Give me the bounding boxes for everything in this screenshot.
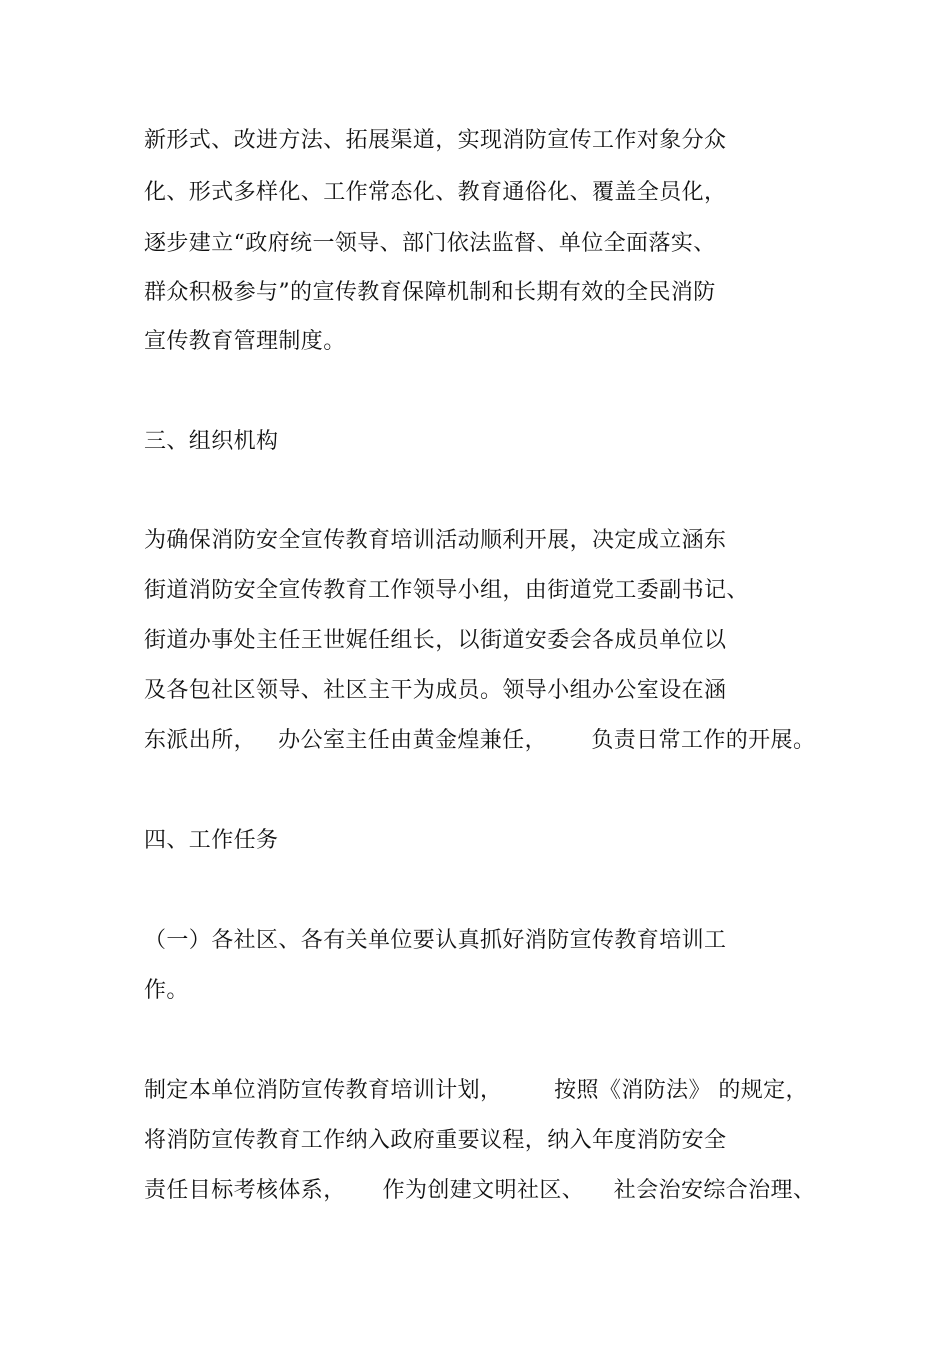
text-line: 街道办事处主任王世娓任组长，以街道安委会各成员单位以	[144, 628, 727, 653]
text-line: 东派出所， 办公室主任由黄金煌兼任， 负责日常工作的开展。	[144, 728, 816, 753]
section-heading: 三、组织机构	[144, 429, 279, 454]
text-line: 街道消防安全宣传教育工作领导小组，由街道党工委副书记、	[144, 578, 749, 603]
text-line: 群众积极参与”的宣传教育保障机制和长期有效的全民消防	[144, 280, 716, 305]
text-line: 为确保消防安全宣传教育培训活动顺利开展，决定成立涵东	[144, 528, 727, 553]
text-line: 化、形式多样化、工作常态化、教育通俗化、覆盖全员化，	[144, 180, 727, 205]
text-line: 将消防宣传教育工作纳入政府重要议程，纳入年度消防安全	[144, 1128, 727, 1153]
text-line: 制定本单位消防宣传教育培训计划， 按照《消防法》 的规定，	[144, 1078, 808, 1103]
text-line: 逐步建立“政府统一领导、部门依法监督、单位全面落实、	[144, 231, 716, 256]
section-heading: 四、工作任务	[144, 828, 279, 853]
text-line: 责任目标考核体系， 作为创建文明社区、 社会治安综合治理、	[144, 1178, 816, 1203]
subsection-heading: （一）各社区、各有关单位要认真抓好消防宣传教育培训工	[144, 928, 727, 953]
text-line: 新形式、改进方法、拓展渠道，实现消防宣传工作对象分众	[144, 128, 727, 153]
text-line: 宣传教育管理制度。	[144, 329, 346, 354]
text-line: 及各包社区领导、社区主干为成员。领导小组办公室设在涵	[144, 678, 727, 703]
subsection-heading: 作。	[144, 978, 189, 1003]
